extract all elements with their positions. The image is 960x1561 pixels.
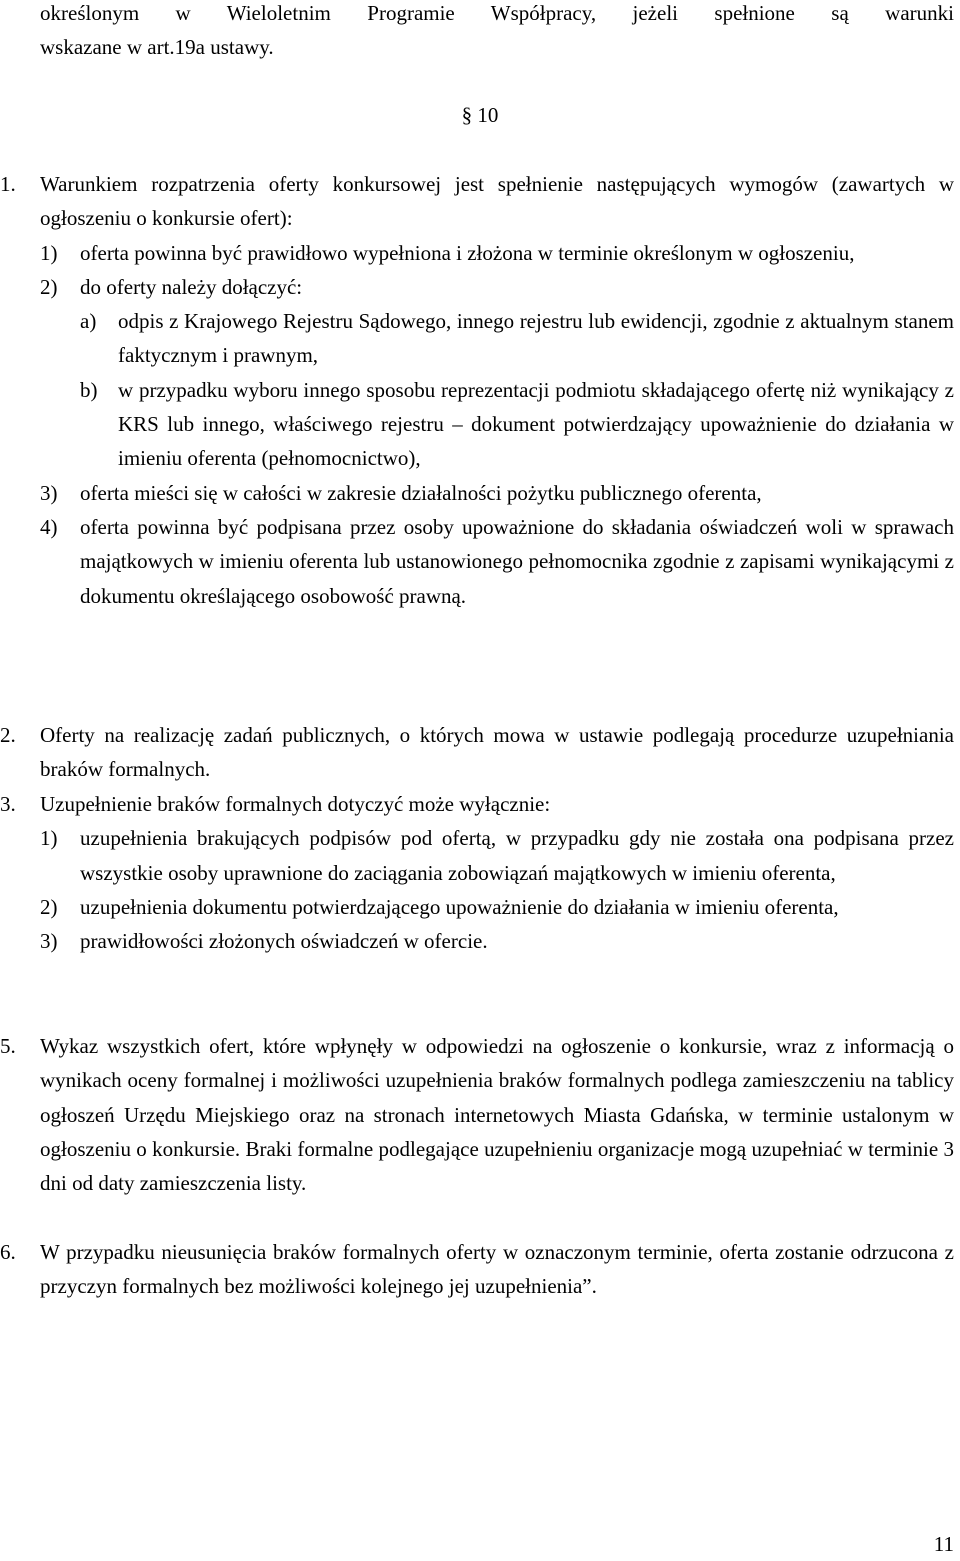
item-6 [0, 1235, 960, 1304]
subitem-3-1 [40, 821, 954, 890]
intro-line-1: określonym w Wieloletnim Programie Współpracy, jeżeli spełnione są warunki [40, 1, 954, 25]
list-item [0, 787, 960, 821]
item-number: 2. [0, 723, 16, 747]
item-number: 1. [0, 172, 16, 196]
item-text: Warunkiem rozpatrzenia oferty konkursowej jest spełnienie następujących wymogów (zawartych w ogłoszeniu o konkursie ofert): [40, 172, 954, 231]
subitem-text: oferta powinna być podpisana przez osoby upoważnione do składania oświadczeń woli w sprawach majątkowych w imieniu oferenta lub ustanowionego pełnomocnika zgodnie z zapisami wynikającymi z dokumentu określającego osobowość prawną. [80, 514, 954, 608]
subitem-text: prawidłowości złożonych oświadczeń w ofercie. [80, 929, 488, 954]
subitem-text: oferta mieści się w całości w zakresie działalności pożytku publicznego oferenta, [80, 480, 762, 505]
subitem-number: 1) [40, 240, 58, 265]
section-heading: § 10 [461, 103, 499, 127]
subitem-1-4 [40, 510, 954, 613]
list-item [0, 1235, 960, 1304]
item-text: W przypadku nieusunięcia braków formalnych oferty w oznaczonym terminie, oferta zostanie odrzucona z przyczyn formalnych bez możliwości kolejnego jej uzupełnienia”. [40, 1240, 954, 1299]
list-item [0, 1029, 960, 1200]
subitem-1-2 [40, 270, 954, 304]
list-item [0, 167, 960, 236]
item-text: Uzupełnienie braków formalnych dotyczyć może wyłącznie: [40, 792, 551, 816]
item-number: 6. [0, 1240, 16, 1264]
intro-paragraph [0, 0, 960, 65]
subitem-text: odpis z Krajowego Rejestru Sądowego, innego rejestru lub ewidencji, zgodnie z aktualnym stanem faktycznym i prawnym, [118, 309, 954, 368]
item-number: 5. [0, 1034, 16, 1058]
subitem-number: 2) [40, 274, 58, 299]
item-number: 3. [0, 792, 16, 816]
subitem-number: 3) [40, 929, 58, 954]
subitem-letter: b) [80, 377, 98, 402]
subitem-3-2 [40, 890, 954, 924]
subitem-text: oferta powinna być prawidłowo wypełniona i złożona w terminie określonym w ogłoszeniu, [80, 240, 855, 265]
page-number: 11 [933, 1531, 954, 1556]
subitem-number: 3) [40, 480, 58, 505]
subitem-letter: a) [80, 309, 97, 334]
subitem-3-3 [40, 924, 954, 958]
subitem-1-2-a [80, 304, 954, 373]
subitem-number: 2) [40, 894, 58, 919]
intro-line-2: wskazane w art.19a ustawy. [40, 35, 274, 60]
subitem-1-2-b [80, 373, 954, 476]
subitem-number: 1) [40, 826, 58, 851]
item-5 [0, 1029, 960, 1200]
subitem-1-1 [40, 236, 954, 270]
item-text: Wykaz wszystkich ofert, które wpłynęły w odpowiedzi na ogłoszenie o konkursie, wraz z informacją o wynikach oceny formalnej i możliwości uzupełnienia braków formalnych podlega zamieszczeniu na tablicy ogłoszeń Urzędu Miejskiego oraz na stronach internetowych Miasta Gdańska, w terminie ustalonym w ogłoszeniu o konkursie. Braki formalne podlegające uzupełnieniu organizacje mogą uzupełniać w terminie 3 dni od daty zamieszczenia listy. [40, 1034, 954, 1196]
item-3 [0, 787, 960, 958]
subitem-text: uzupełnienia dokumentu potwierdzającego upoważnienie do działania w imieniu oferenta, [80, 894, 839, 919]
subitem-1-3 [40, 476, 954, 510]
item-1 [0, 167, 960, 613]
subitem-text: do oferty należy dołączyć: [80, 274, 303, 299]
subitem-number: 4) [40, 514, 58, 539]
subitem-text: w przypadku wyboru innego sposobu reprezentacji podmiotu składającego ofertę niż wynikający z KRS lub innego, właściwego rejestru – dokument potwierdzający upoważnienie do działania w imieniu oferenta (pełnomocnictwo), [118, 377, 954, 471]
item-text: Oferty na realizację zadań publicznych, o których mowa w ustawie podlegają procedurze uzupełniania braków formalnych. [40, 723, 954, 782]
list-item [0, 718, 960, 787]
subitem-text: uzupełnienia brakujących podpisów pod ofertą, w przypadku gdy nie została ona podpisana przez wszystkie osoby uprawnione do zaciągania zobowiązań majątkowych w imieniu oferenta, [80, 826, 954, 885]
item-2 [0, 718, 960, 787]
